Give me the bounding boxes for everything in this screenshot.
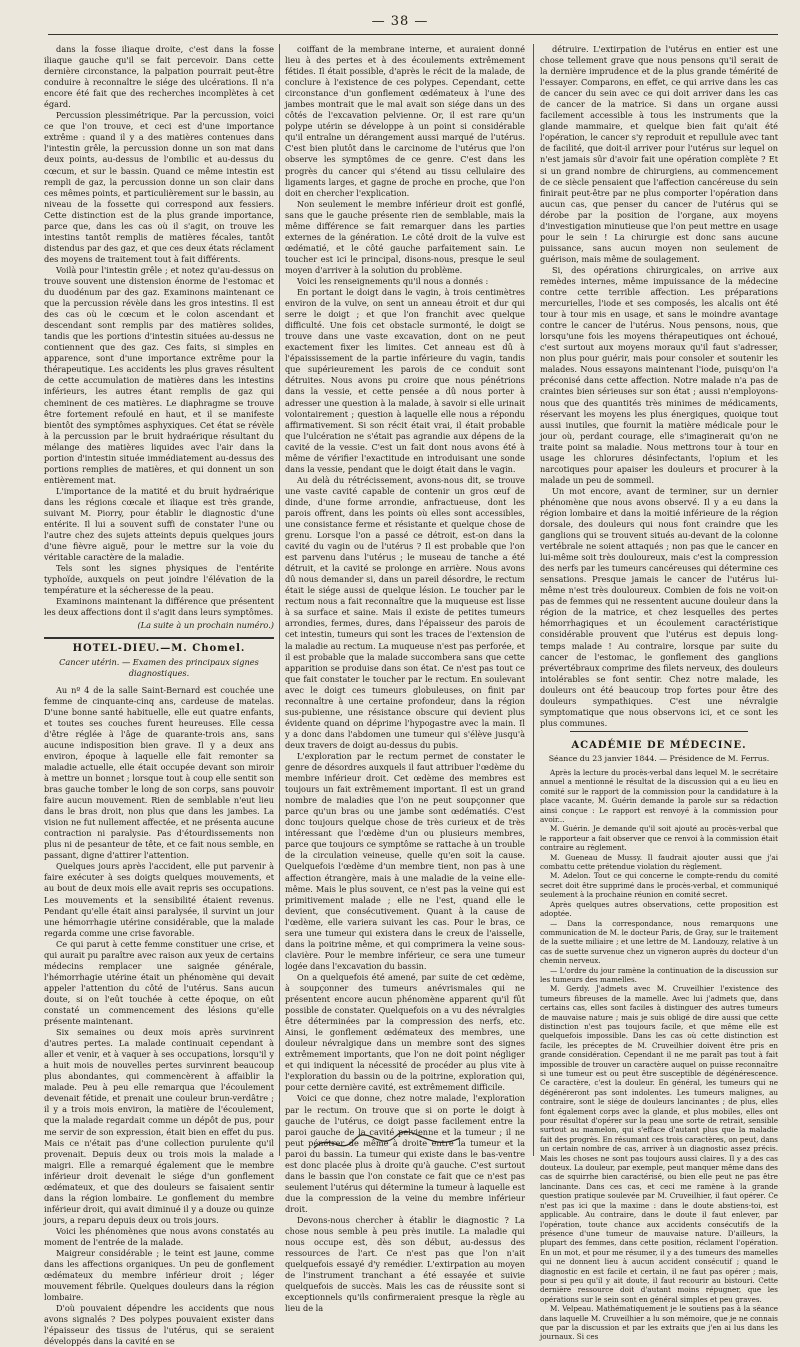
section-title: HOTEL-DIEU.—M. Chomel. — [72, 643, 246, 655]
academy-report — [540, 768, 778, 1342]
column-separator-1 — [279, 44, 280, 1156]
paragraph: coiffant de la membrane interne, et auraient donné lieu à des pertes et à des écoulements extrêmement fétides. Il était possible, d'après le récit de la malade, de conclure à l'existence de ces polypes. Cependant, cette circonstance d'un gonflement œdémateux à l'une des jambes montrait que le mal avait son siége dans un des côtés de l'excavation pelvienne. Or, il est rare qu'un polype utérin se développe à un point si considérable qu'il entraîne un dérangement aussi marqué de l'utérus. C'est bien plutôt dans le carcinome de l'utérus que l'on observe les symptômes de ce genre. C'est dans les progrès du cancer qui s'étend au tissu cellulaire des ligaments larges, et gagne de proche en proche, que l'on doit en chercher l'explication. — [285, 44, 525, 198]
paragraph: Après quelques autres observations, cette proposition est adoptée. — [540, 899, 778, 919]
handwritten-scribble — [310, 1128, 470, 1158]
column-separator-2 — [533, 44, 534, 1156]
paragraph: M. Guérin. Je demande qu'il soit ajouté au procès-verbal que le rapporteur a fait observer que ce renvoi à la commission était contraire au règlement. — [540, 824, 778, 853]
paragraph: L'exploration par le rectum permet de constater le genre de désordres auxquels il faut attribuer l'œdème du membre inférieur droit. Cet œdème des membres est toujours un fait extrêmement important. Il est un grand nombre de maladies que l'on ne peut soupçonner que parce qu'un bras ou une jambe sont œdématiés. C'est donc toujours quelque chose de très curieux et de très intéressant que l'œdème d'un ou plusieurs membres, parce que toujours ce symptôme se rattache à un trouble de la circulation veineuse, quelle qu'en soit la cause. Quelquefois l'œdème d'un membre tient, non pas à une affection étrangère, mais à une maladie de la veine elle-même. Mais le plus souvent, ce n'est pas la veine qui est primitivement malade ; elle ne l'est, quand elle le devient, que consécutivement. Quant à la cause de l'œdème, elle variera suivant les cas. Pour le bras, ce sera une tumeur qui existera dans le creux de l'aisselle, dans la poitrine même, et qui comprimera la veine sous-clavière. Pour le membre inférieur, ce sera une tumeur logée dans l'excavation du bassin. — [285, 751, 525, 971]
paragraph: M. Adelon. Tout ce qui concerne le compte-rendu du comité secret doit être supprimé dans le procès-verbal, et communiqué seulement à la prochaine réunion en comité secret. — [540, 871, 778, 900]
paragraph: Six semaines ou deux mois après survinrent d'autres pertes. La malade continuait cependant à aller et venir, et à vaquer à ses occupations, lorsqu'il y a huit mois de nouvelles pertes survinrent beaucoup plus abondantes, qui commencèrent à affaiblir la malade. Peu à peu elle remarqua que l'écoulement devenait fétide, et prenait une couleur brun-verdâtre ; il y a trois mois environ, la matière de l'écoulement, que la malade regardait comme un dépôt de pus, pour me servir de son expression, était bien en effet du pus. Mais ce n'était pas d'une collection purulente qu'il provenait. Depuis deux ou trois mois la malade a maigri. Elle a remarqué également que le membre inférieur droit devenait le siége d'un gonflement œdémateux, et que des douleurs se faisaient sentir dans la région lombaire. Le gonflement du membre inférieur droit, qui avait diminué il y a douze ou quinze jours, a reparu depuis deux ou trois jours. — [44, 1027, 274, 1225]
paragraph: — L'ordre du jour ramène la continuation de la discussion sur les tumeurs des mamelles. — [540, 965, 778, 984]
section-rule — [44, 637, 274, 639]
column-3 — [540, 44, 779, 1342]
section-subtitle: Cancer utérin. — Examen des principaux signes diagnostiques. — [59, 656, 259, 678]
paragraph: D'où pouvaient dépendre les accidents que nous avons signalés ? Des polypes pouvaient exister dans l'épaisseur des tissus de l'utérus, qui se seraient développés dans la cavité en se — [44, 1303, 274, 1347]
paragraph: Au nº 4 de la salle Saint-Bernard est couchée une femme de cinquante-cinq ans, cardeuse de matelas. D'une bonne santé habituelle, elle eut quatre enfants, et toutes ses couches furent heureuses. Elle cessa d'être réglée à l'âge de quarante-trois ans, sans aucune indisposition bien grave. Il y a deux ans environ, époque à laquelle elle fait remonter sa maladie actuelle, elle était occupée devant son miroir à mettre un bonnet ; lorsque tout à coup elle sentit son bras gauche tomber le long de son corps, sans pouvoir faire aucun mouvement. Rien de semblable n'eut lieu dans le bras droit, non plus que dans les jambes. La vision ne fut nullement affectée, et ne présenta aucune contraction ni paralysie. Pas d'étourdissements non plus ni de pesanteur de tête, et ce fait nous semble, en passant, digne d'attirer l'attention. — [44, 684, 274, 861]
paragraph: détruire. L'extirpation de l'utérus en entier est une chose tellement grave que nous pensons qu'il serait de la dernière imprudence et de la plus grande témérité de l'essayer. Comparons, en effet, ce qui arrive dans les cas de cancer du sein avec ce qui doit arriver dans les cas de cancer de la matrice. Si dans un organe aussi facilement accessible à tous les instruments que la glande mammaire, et quelque bien fait qu'ait été l'opération, le cancer s'y reproduit et repullule avec tant de facilité, que doit-il arriver pour l'utérus sur lequel on n'est jamais sûr d'avoir fait une opération complète ? Et si un grand nombre de chirurgiens, au commencement de ce siècle pensaient que l'affection cancéreuse du sein finirait peut-être par ne plus comporter l'opération dans aucun cas, que penser du cancer de l'utérus qui se dérobe par la position de l'organe, aux moyens d'investigation minutieuse que l'on peut mettre en usage pour le sein ! La chirurgie est donc sans aucune puissance, sans aucun moyen non seulement de guérison, mais même de soulagement. — [540, 44, 778, 264]
seance-line: Séance du 23 janvier 1844. — Présidence de M. Ferrus. — [548, 753, 770, 763]
paragraph: — Dans la correspondance, nous remarquons une communication de M. le docteur Paris, de Gray, sur le traitement de la suette miliaire ; et une lettre de M. Landouzy, relative à un cas de suette survenue chez un vigneron auprès du docteur d'un chemin nerveux. — [540, 918, 778, 966]
paragraph: En portant le doigt dans le vagin, à trois centimètres environ de la vulve, on sent un anneau étroit et dur qui serre le doigt ; et que l'on franchit avec quelque difficulté. Une fois cet obstacle surmonté, le doigt se trouve dans une vaste excavation, dont on ne peut exactement fixer les limites. Cet anneau est dû à l'épaississement de la partie inférieure du vagin, tandis que supérieurement les parois de ce conduit sont détruites. Nous avons pu croire que nous pénétrions dans la vessie, et cette pensée a dû nous porter à adresser une question à la malade, à savoir si elle urinait volontairement ; question à laquelle elle nous a répondu affirmativement. Si son récit était vrai, il était probable que l'ulcération ne s'était pas agrandie aux dépens de la cavité de la vessie. C'est un fait dont nous avons été à même de vérifier l'exactitude en introduisant une sonde dans la vessie, pendant que le doigt était dans le vagin. — [285, 287, 525, 474]
paragraph: L'importance de la matité et du bruit hydraérique dans les régions cœcale et iliaque est très grande, suivant M. Piorry, pour établir le diagnostic d'une entérite. Il lui a souvent suffi de constater l'une ou l'autre chez des sujets atteints depuis quelques jours d'une fièvre aiguë, pour le mettre sur la voie du véritable caractère de la maladie. — [44, 485, 274, 563]
paragraph: Tels sont les signes physiques de l'entérite typhoïde, auxquels on peut joindre l'élévation de la température et la sécheresse de la peau. — [44, 563, 274, 596]
paragraph: Si, des opérations chirurgicales, on arrive aux remèdes internes, même impuissance de la médecine contre cette terrible affection. Les préparations mercurielles, l'iode et ses composés, les alcalis ont été tour à tour mis en usage, et sans le moindre avantage contre le cancer de l'utérus. Nous pensons, nous, que lorsqu'une fois les moyens thérapeutiques ont échoué, c'est surtout aux moyens moraux qu'il faut s'adresser, non plus pour guérir, mais pour consoler et soutenir les malades. Nous essayons maintenant l'iode, puisqu'on l'a préconisé dans cette affection. Notre malade n'a pas de craintes bien sérieuses sur son état ; aussi n'employons-nous que des quantités très minimes de médicaments, réservant les moyens les plus énergiques, quoique tout aussi inutiles, que fournit la matière médicale pour le jour où, perdant courage, elle s'imaginerait qu'on ne traite point sa maladie. Nous mettrons tour à tour en usage les chlorures désinfectants, l'opium et les narcotiques pour apaiser les douleurs et procurer à la malade un peu de sommeil. — [540, 264, 778, 485]
paragraph: Non seulement le membre inférieur droit est gonflé, sans que le gauche présente rien de semblable, mais la même différence se fait remarquer dans les parties externes de la génération. Le côté droit de la vulve est œdématié, et le côté gauche parfaitement sain. Le toucher est ici le principal, disons-nous, presque le seul moyen d'arriver à la solution du problème. — [285, 198, 525, 275]
continued-note: (La suite à un prochain numéro.) — [137, 620, 274, 631]
paragraph: Au delà du rétrécissement, avons-nous dit, se trouve une vaste cavité capable de contenir un gros œuf de dinde, d'une forme arrondie, anfractueuse, dont les parois offrent, dans les points où elles sont accessibles, une consistance ferme et résistante et quelque chose de grenu. Lorsque l'on a passé ce détroit, est-on dans la cavité du vagin ou de l'utérus ? Il est probable que l'on est parvenu dans l'utérus ; le museau de tanche a été détruit, et la cavité se prolonge en arrière. Nous avons dû nous demander si, dans un pareil désordre, le rectum était le siége aussi de quelque lésion. Le toucher par le rectum nous a fait reconnaître que la muqueuse est lisse à sa surface et saine. Mais il existe de petites tumeurs arrondies, fermes, dures, dans l'épaisseur des parois de cet intestin, tumeurs qui sont les traces de l'extension de la maladie au rectum. La muqueuse n'est pas perforée, et il est probable que la malade succombera sans que cette apparition se produise dans son état. Ce n'est pas tout ce que fait constater le toucher par le rectum. En soulevant avec le doigt ces tumeurs globuleuses, on finit par reconnaître à une certaine profondeur, dans la région sus-pubienne, une résistance obscure qui devient plus évidente quand on déprime l'hypogastre avec la main. Il y a donc dans l'abdomen une tumeur qui s'élève jusqu'à deux travers de doigt au-dessus du pubis. — [285, 474, 525, 750]
column-2 — [285, 44, 525, 1314]
paragraph: Quelques jours après l'accident, elle put parvenir à faire exécuter à ses doigts quelques mouvements, et au bout de deux mois elle avait repris ses occupations. Les mouvements et la sensibilité étaient revenus. Pendant qu'elle était ainsi paralysée, il survint un jour une hémorrhagie utérine considérable, que la malade regarda comme une crise favorable. — [44, 861, 274, 938]
paragraph: Un mot encore, avant de terminer, sur un dernier phénomène que nous avons observé. Il y a eu dans la région lombaire et dans la moitié inférieure de la région dorsale, des douleurs qui nous font craindre que les ganglions qui se trouvent situés au-devant de la colonne vertébrale ne soient attaqués ; non pas que le cancer en lui-même soit très douloureux, mais c'est la compression des nerfs par les tumeurs cancéreuses qui détermine ces sensations. Presque jamais le cancer de l'utérus lui-même n'est très douloureux. Combien de fois ne voit-on pas de femmes qui ne ressentent aucune douleur dans la région de la matrice, et chez lesquelles des pertes hémorrhagiques et un écoulement caractéristique considérable prouvent que l'utérus est depuis long-temps malade ! Au contraire, lorsque par suite du cancer de l'estomac, le gonflement des ganglions prévertébraux comprime des filets nerveux, des douleurs intolérables se font sentir. Chez notre malade, les douleurs ont été beaucoup trop fortes pour être des douleurs sympathiques. C'est une névralgie symptomatique que nous observons ici, et ce sont les plus communes. — [540, 485, 779, 728]
paragraph: Voilà pour l'intestin grêle ; et notez qu'au-dessus on trouve souvent une distension énorme de l'estomac et du duodénum par des gaz. Examinons maintenant ce que la percussion révèle dans les gros intestins. Il est des cas où le cœcum et le colon ascendant et descendant sont remplis par des matières solides, tandis que les portions d'intestin situées au-dessus ne contiennent que des gaz. Ces faits, si simples en apparence, sont d'une importance extrême pour la thérapeutique. Les accidents les plus graves résultent de cette accumulation de matières dans les intestins inférieurs, les autres étant remplis de gaz qui cheminent de ces matières. Le diaphragme se trouve être fortement refoulé en haut, et il se manifeste bientôt des symptômes asphyxiques. Cet état se révèle à la percussion par le bruit hydraérique résultant du mélange des matières liquides avec l'air dans la portion d'intestin située immédiatement au-dessus des portions remplies de matières, et qui donnent un son entièrement mat. — [44, 264, 274, 485]
paragraph: M. Gerdy. J'admets avec M. Cruveilhier l'existence des tumeurs fibreuses de la mamelle. Avec lui j'admets que, dans certains cas, elles sont faciles à distinguer des autres tumeurs de mauvaise nature ; mais je suis obligé de dire aussi que cette distinction n'est pas toujours facile, et que même elle est quelquefois impossible. Dans les cas où cette distinction est facile, les préceptes de M. Cruveilhier doivent être pris en grande considération. Cependant il ne me paraît pas tout à fait impossible de trouver un caractère auquel on puisse reconnaître si une tumeur est ou peut être susceptible de dégénérescence. Ce caractère, c'est la douleur. En général, les tumeurs qui ne dégénéreront pas sont indolentes. Les tumeurs malignes, au contraire, sont le siége de douleurs lancinantes ; de plus, elles font également corps avec la glande, et plus mobiles, elles ont pour résultat d'opérer sur la peau une sorte de retrait, sensible surtout au mamelon, qui s'efface d'autant plus que la maladie fait des progrès. En résumant ces trois caractères, on peut, dans un certain nombre de cas, arriver à un diagnostic assez précis. Mais les choses ne sont pas toujours aussi claires. Il y a des cas douteux. La douleur, par exemple, peut manquer même dans des cas de squirrhe bien caractérisé, ou bien elle peut ne pas être lancinante. Dans ces cas, et ceci me ramène à la grande question pratique soulevée par M. Cruveilhier, il faut opérer. Ce n'est pas ici que la maxime : dans le doute abstiens-toi, est applicable. Au contraire, dans le doute il faut enlever, par l'opération, toute chance aux accidents consécutifs de la présence d'une tumeur de mauvaise nature. D'ailleurs, la plupart des femmes, dans cette position, réclament l'opération. En un mot, et pour me résumer, il y a des tumeurs des mamelles qui ne donnent lieu à aucun accident consécutif ; quand le diagnostic en est facile et certain, il ne faut pas opérer ; mais, pour si peu qu'il y ait doute, il faut recourir au bistouri. Cette dernière ressource doit d'autant moins répugner, que les opérations sur le sein sont en général simples et peu graves. — [540, 984, 778, 1304]
paragraph: Voici ce que donne, chez notre malade, l'exploration par le rectum. On trouve que si on porte le doigt à gauche de l'utérus, ce doigt passe facilement entre la paroi gauche de la cavité pelvienne et la tumeur ; il ne peut pénétrer de même à droite entre la tumeur et la paroi du bassin. La tumeur qui existe dans le bas-ventre est donc placée plus à droite qu'à gauche. C'est surtout dans le bassin que l'on constate ce fait que ce n'est pas seulement l'utérus qui détermine la tumeur à laquelle est due la compression de la veine du membre inférieur droit. — [285, 1093, 525, 1214]
paragraph: On a quelquefois été amené, par suite de cet œdème, à soupçonner des tumeurs anévrismales qui ne présentent encore aucun phénomène apparent qu'il fût possible de constater. Quelquefois on a vu des névralgies être déterminées par la compression des nerfs, etc. Ainsi, le gonflement œdémateux des membres, une douleur névralgique dans un membre sont des signes extrêmement importants, que l'on ne doit point négliger et qui indiquent la nécessité de procéder au plus vite à l'exploration du bassin ou de la poitrine, exploration qui, pour cette dernière cavité, est extrêmement difficile. — [285, 971, 525, 1093]
paragraph: M. Gueneau de Mussy. Il faudrait ajouter aussi que j'ai combattu cette prétendue violation du règlement. — [540, 852, 778, 872]
academy-title: ACADÉMIE DE MÉDECINE. — [571, 739, 747, 751]
paragraph: Maigreur considérable ; le teint est jaune, comme dans les affections organiques. Un peu de gonflement œdémateux du membre inférieur droit ; léger mouvement fébrile. Quelques douleurs dans la région lombaire. — [44, 1248, 274, 1303]
paragraph: Ce qui parut à cette femme constituer une crise, et qui aurait pu paraître avec raison aux yeux de certains médecins remplacer une saignée générale, l'hémorrhagie utérine était un phénomène qui devait appeler l'attention du côté de l'utérus. Sans aucun doute, si on l'eût touchée à cette époque, on eût constaté un commencement des lésions qu'elle présente maintenant. — [44, 938, 274, 1027]
paragraph: Après la lecture du procès-verbal dans lequel M. le secrétaire annuel a mentionné le résultat de la discussion qui a eu lieu en comité sur le rapport de la commission pour la candidature à la place vacante, M. Guérin demande la parole sur sa rédaction ainsi conçue : Le rapport est renvoyé à la commission pour avoir... — [540, 768, 778, 825]
paragraph: Voici les renseignements qu'il nous a donnés : — [297, 275, 489, 286]
paragraph: M. Velpeau. Mathématiquement je le soutiens pas à la séance dans laquelle M. Cruveilhier a lu son mémoire, que je ne connais que par la discussion et par les extraits que j'en ai lus dans les journaux. Si ces — [540, 1304, 778, 1342]
paragraph: Voici les phénomènes que nous avons constatés au moment de l'entrée de la malade. — [44, 1225, 274, 1247]
paragraph: Devons-nous chercher à établir le diagnostic ? La chose nous semble à peu près inutile. La maladie qui nous occupe est, dès son début, au-dessus des ressources de l'art. Ce n'est pas que l'on n'ait quelquefois essayé d'y remédier. L'extirpation au moyen de l'instrument tranchant a été essayée et suivie quelquefois de succès. Mais les cas de réussite sont si exceptionnels qu'ils confirmeraient presque la règle au lieu de la — [285, 1214, 525, 1314]
paragraph: Examinons maintenant la différence que présentent les deux affections dont il s'agit dans leurs symptômes. — [44, 596, 274, 618]
top-rule — [48, 34, 778, 35]
page-number: — 38 — — [371, 14, 429, 29]
paragraph: Percussion plessimétrique. Par la percussion, voici ce que l'on trouve, et ceci est d'une importance extrême : quand il y a des matières contenues dans l'intestin grêle, la percussion donne un son mat dans deux points, au-dessus de l'ombilic et au-dessus du cœcum, et sur le bassin. Quand ce même intestin est rempli de gaz, la percussion donne un son clair dans ces mêmes points, et particulièrement sur le bassin, au niveau de la fossette qui correspond aux fessiers. Cette distinction est de la plus grande importance, parce que, dans les cas où il s'agit, on trouve les intestins tantôt remplis de matières fécales, tantôt distendus par des gaz, et que ces deux états réclament des moyens de traitement tout à fait différents. — [44, 110, 275, 264]
section-rule — [570, 731, 748, 732]
column-1 — [44, 44, 275, 1347]
paragraph: dans la fosse iliaque droite, c'est dans la fosse iliaque gauche qu'il se fait percevoir. Dans cette dernière circonstance, la palpation pourrait peut-être conduire à reconnaître le siége des ulcérations. Il n'a encore été fait que des recherches incomplètes à cet égard. — [44, 44, 274, 110]
